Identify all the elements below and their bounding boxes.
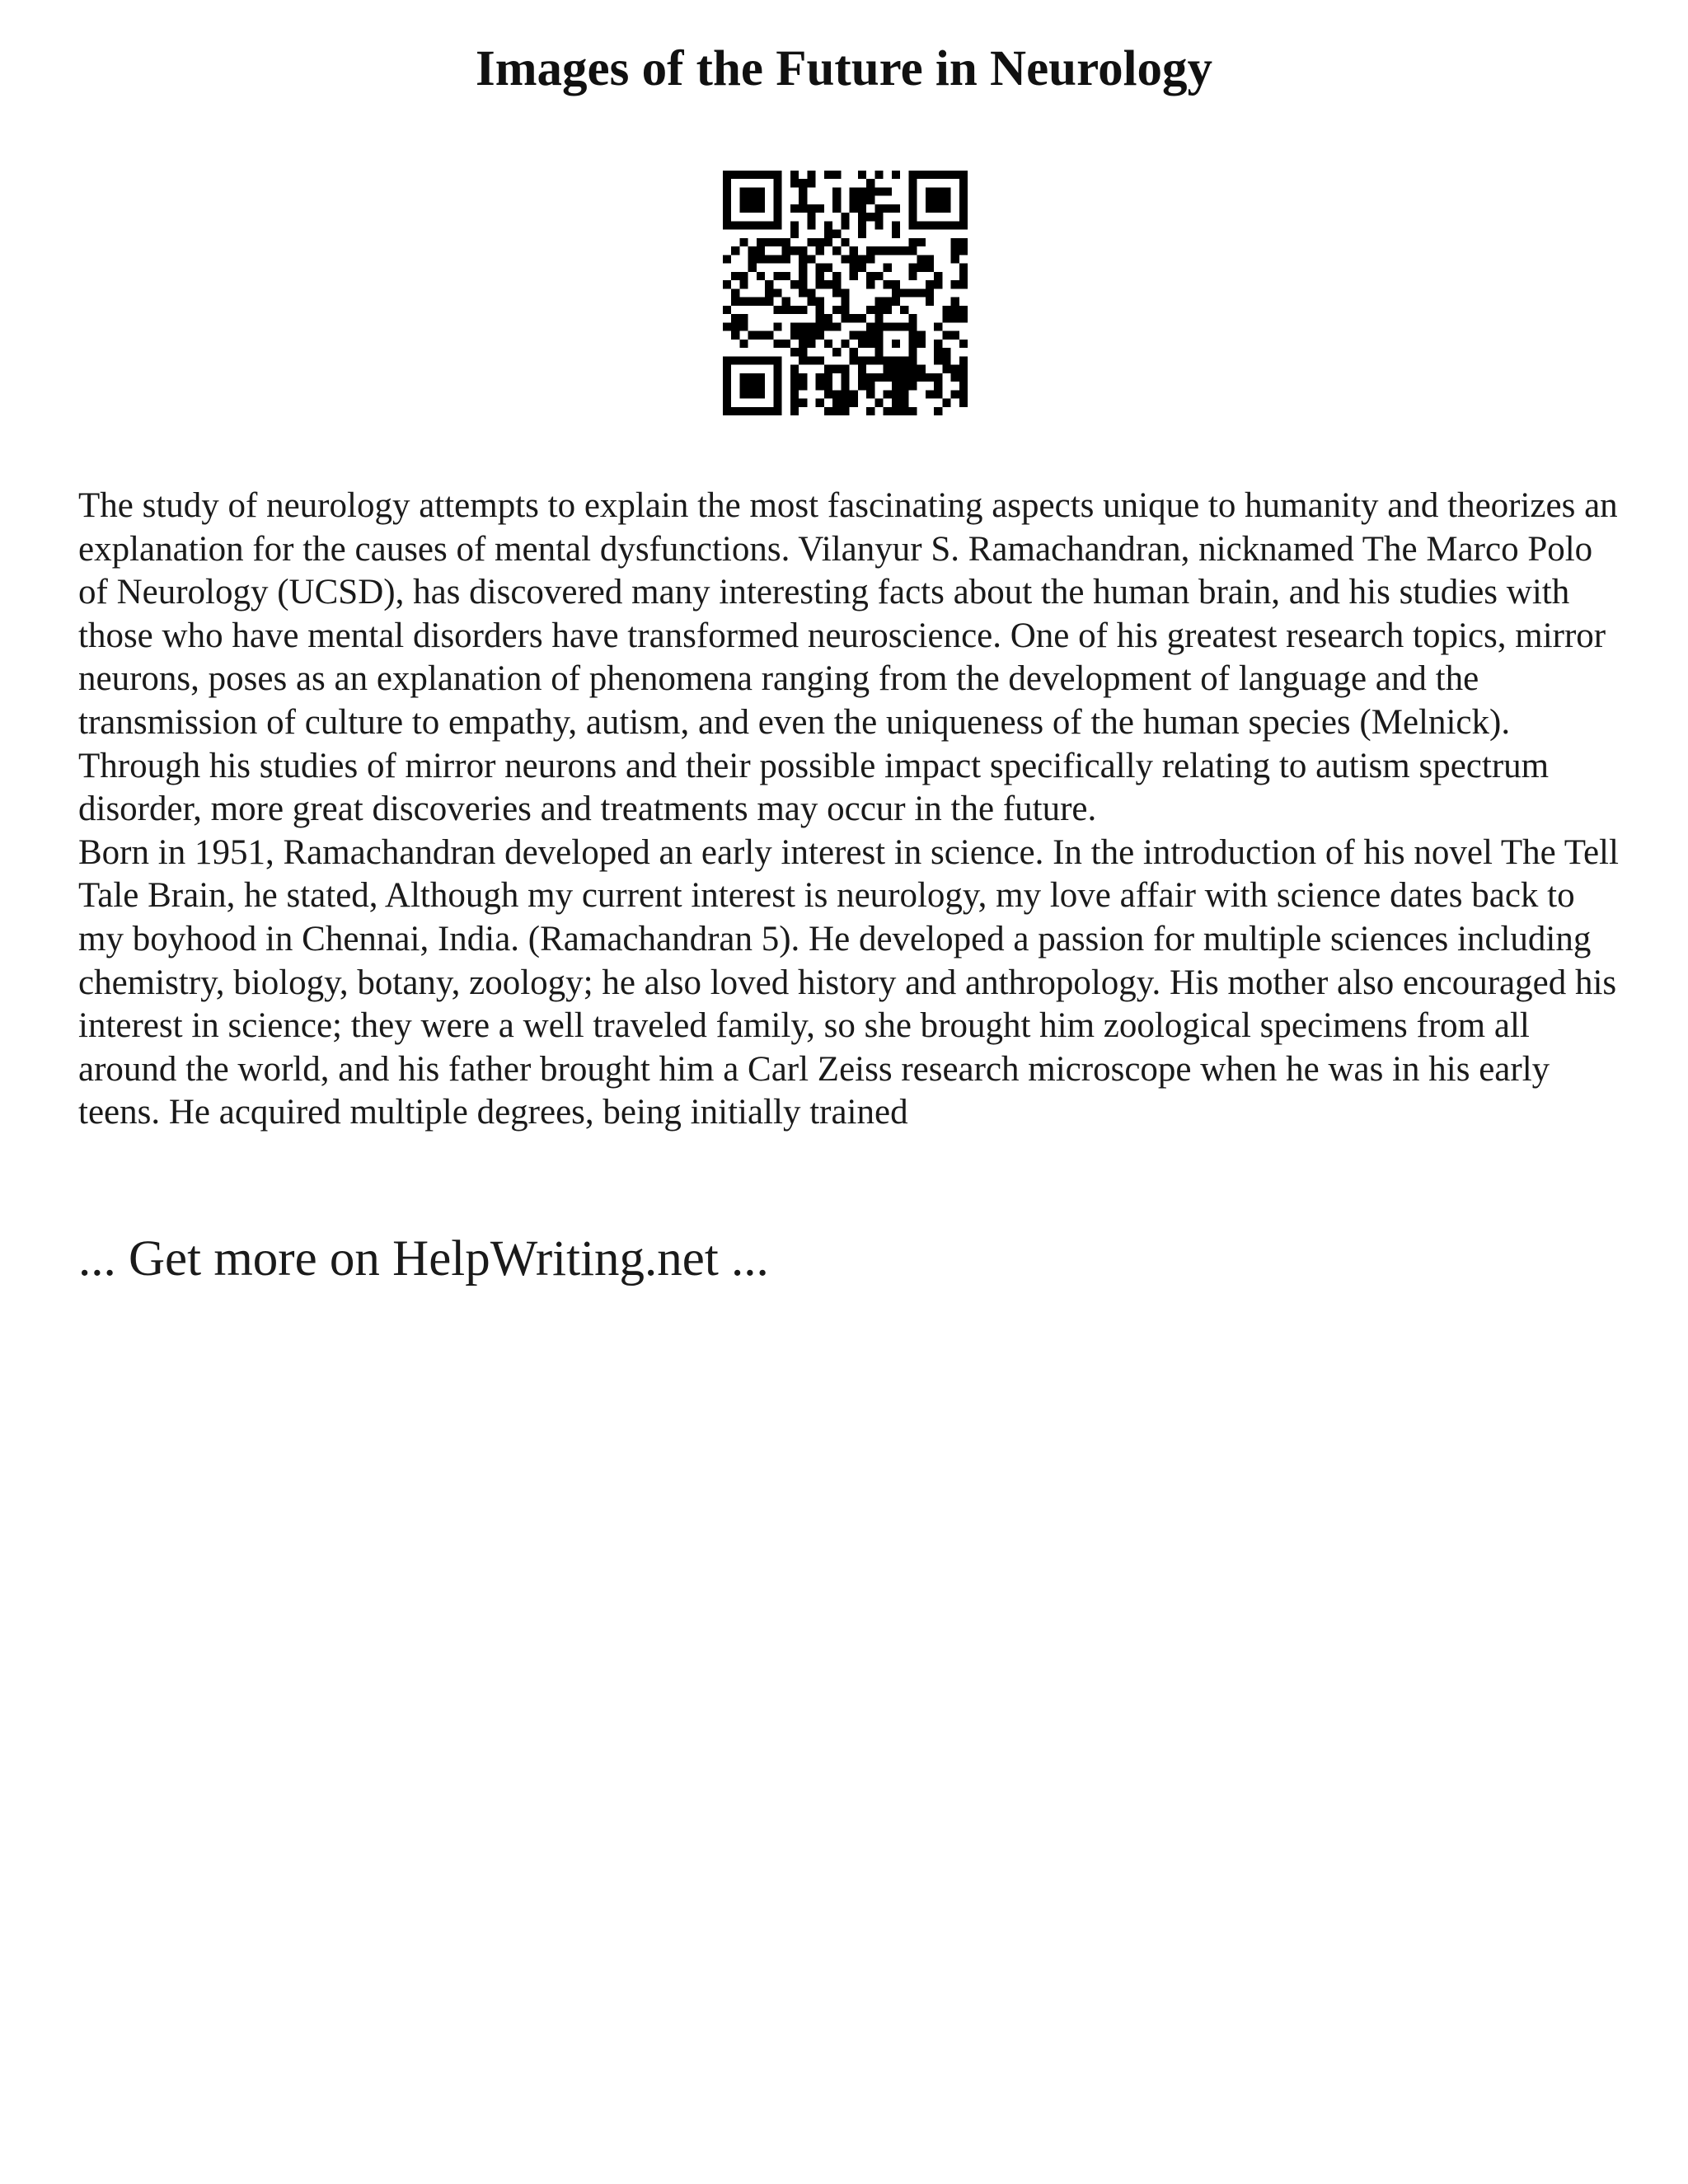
paragraph-1: The study of neurology attempts to explain the most fascinating aspects unique to humanity and theorizes an explanation for the causes of mental dysfunctions. Vilanyur S. Ramachandran, nicknamed The Marco Polo of Neurology (UCSD), has discovered many interesting facts about the human brain, and his studies with those who have mental disorders have transformed neuroscience. One of his greatest research topics, mirror neurons, poses as an explanation of phenomena ranging from the development of language and the transmission of culture to empathy, autism, and even the uniqueness of the human species (Melnick). Through his studies of mirror neurons and their possible impact specifically relating to autism spectrum disorder, more great discoveries and treatments may occur in the future. xyxy=(78,486,1618,829)
page-title: Images of the Future in Neurology xyxy=(475,41,1213,96)
paragraph-2: Born in 1951, Ramachandran developed an early interest in science. In the introduction of his novel The Tell Tale Brain, he stated, Although my current interest is neurology, my love affair with science dates back to my boyhood in Chennai, India. (Ramachandran 5). He developed a passion for multiple sciences including chemistry, biology, botany, zoology; he also loved history and anthropology. His mother also encouraged his interest in science; they were a well traveled family, so she brought him zoological specimens from all around the world, and his father brought him a Carl Zeiss research microscope when he was in his early teens. He acquired multiple degrees, being initially trained xyxy=(78,832,1619,1132)
essay-body xyxy=(78,485,1628,1135)
qr-code-icon[interactable] xyxy=(723,171,968,415)
get-more-link[interactable]: ... Get more on HelpWriting.net ... xyxy=(78,1231,769,1286)
